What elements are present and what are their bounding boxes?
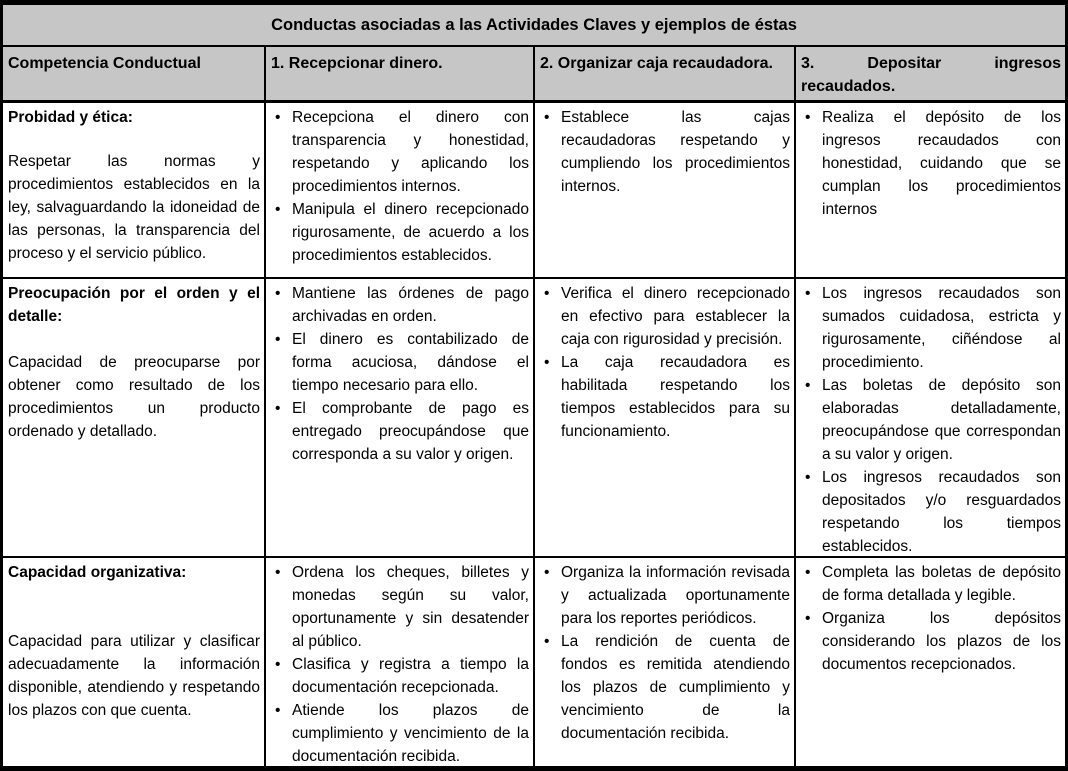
column-header-activity-2: 2. Organizar caja recaudadora. bbox=[535, 47, 796, 100]
table-title: Conductas asociadas a las Actividades Claves y ejemplos de éstas bbox=[271, 15, 797, 34]
competency-cell bbox=[3, 103, 266, 277]
activity-cell bbox=[266, 103, 535, 277]
behavior-list bbox=[540, 561, 790, 745]
competency-name: Capacidad organizativa: bbox=[8, 564, 187, 581]
behavior-item: • Recepciona el dinero con transparencia y honestidad, respetando y aplicando los procedimientos internos. bbox=[271, 106, 529, 198]
table-header-row bbox=[3, 47, 1065, 103]
behavior-list bbox=[801, 282, 1061, 556]
competency-definition: Respetar las normas y procedimientos establecidos en la ley, salvaguardando la idoneidad de las personas, la transparencia del proceso y el servicio público. bbox=[8, 153, 260, 262]
behavior-item: • La caja recaudadora es habilitada respetando los tiempos establecidos para su funcionamiento. bbox=[540, 351, 790, 443]
behavior-list bbox=[271, 561, 529, 766]
behavior-item: • La rendición de cuenta de fondos es remitida atendiendo los plazos de cumplimiento y vencimiento de la documentación recibida. bbox=[540, 630, 790, 745]
behavior-item: • Realiza el depósito de los ingresos recaudados con honestidad, cuidando que se cumplan los procedimientos internos bbox=[801, 106, 1061, 221]
activity-cell bbox=[266, 279, 535, 556]
behavior-item: • El dinero es contabilizado de forma acuciosa, dándose el tiempo necesario para ello. bbox=[271, 328, 529, 397]
competency-cell bbox=[3, 558, 266, 766]
table-title-row bbox=[3, 5, 1065, 47]
behavior-list bbox=[271, 106, 529, 267]
behavior-item: • Ordena los cheques, billetes y monedas según su valor, oportunamente y sin desatender al público. bbox=[271, 561, 529, 653]
column-header-activity-1: 1. Recepcionar dinero. bbox=[266, 47, 535, 100]
behavior-item: • Los ingresos recaudados son depositados y/o resguardados respetando los tiempos establecidos. bbox=[801, 466, 1061, 556]
column-header-activity-3: 3. Depositar ingresos recaudados. bbox=[801, 55, 1061, 95]
behavior-item: • Manipula el dinero recepcionado rigurosamente, de acuerdo a los procedimientos establecidos. bbox=[271, 198, 529, 267]
table-row-orden-detalle bbox=[3, 279, 1065, 558]
behavior-item: • Organiza la información revisada y actualizada oportunamente para los reportes periódicos. bbox=[540, 561, 790, 630]
behavior-list bbox=[540, 106, 790, 198]
behavior-item: • Mantiene las órdenes de pago archivadas en orden. bbox=[271, 282, 529, 328]
behavior-item: • El comprobante de pago es entregado preocupándose que corresponda a su valor y origen. bbox=[271, 397, 529, 466]
activity-cell bbox=[796, 279, 1065, 556]
competency-cell bbox=[3, 279, 266, 556]
behavior-list bbox=[271, 282, 529, 466]
table-row-capacidad-organizativa bbox=[3, 558, 1065, 766]
behavior-item: • Completa las boletas de depósito de forma detallada y legible. bbox=[801, 561, 1061, 607]
behavior-list bbox=[801, 106, 1061, 221]
behavior-list bbox=[801, 561, 1061, 676]
activity-cell bbox=[535, 558, 796, 766]
competency-definition: Capacidad de preocuparse por obtener como resultado de los procedimientos un producto ordenado y detallado. bbox=[8, 354, 260, 440]
competency-name: Probidad y ética: bbox=[8, 109, 133, 126]
behavior-item: • Las boletas de depósito son elaboradas detalladamente, preocupándose que correspondan a su valor y origen. bbox=[801, 374, 1061, 466]
behavior-list bbox=[540, 282, 790, 443]
behavior-item: • Establece las cajas recaudadoras respetando y cumpliendo los procedimientos internos. bbox=[540, 106, 790, 198]
column-header-competencia: Competencia Conductual bbox=[3, 47, 266, 100]
behavior-item: • Atiende los plazos de cumplimiento y vencimiento de la documentación recibida. bbox=[271, 699, 529, 766]
competency-name: Preocupación por el orden y el detalle: bbox=[8, 285, 260, 325]
competency-definition: Capacidad para utilizar y clasificar adecuadamente la información disponible, atendiendo y respetando los plazos con que cuenta. bbox=[8, 633, 260, 719]
activity-cell bbox=[796, 558, 1065, 766]
activity-cell bbox=[796, 103, 1065, 277]
behavior-item: • Organiza los depósitos considerando los plazos de los documentos recepcionados. bbox=[801, 607, 1061, 676]
behavior-item: • Los ingresos recaudados son sumados cuidadosa, estricta y rigurosamente, ciñéndose al procedimiento. bbox=[801, 282, 1061, 374]
table-row-probidad bbox=[3, 103, 1065, 279]
behavior-item: • Clasifica y registra a tiempo la documentación recepcionada. bbox=[271, 653, 529, 699]
behavior-item: • Verifica el dinero recepcionado en efectivo para establecer la caja con rigurosidad y precisión. bbox=[540, 282, 790, 351]
activity-cell bbox=[535, 279, 796, 556]
activity-cell bbox=[535, 103, 796, 277]
activity-cell bbox=[266, 558, 535, 766]
